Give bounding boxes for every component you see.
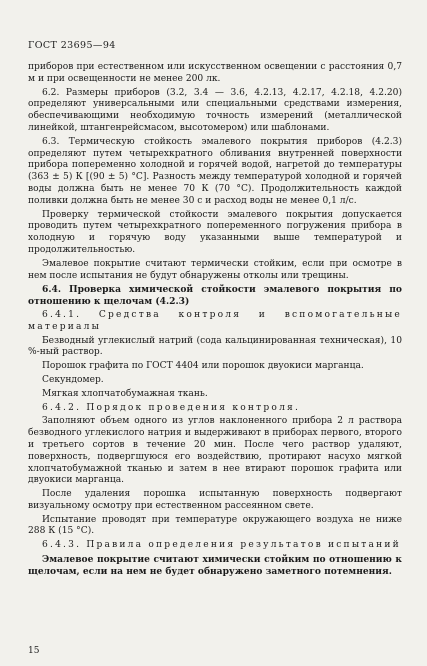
page-number: 15: [28, 646, 40, 656]
paragraph-thermal-criterion: Эмалевое покрытие считают термически стойким, если при осмотре в нем после испытания не будут обнаружены отколы или трещины.: [28, 258, 402, 281]
paragraph-continuation: приборов при естественном или искусственном освещении с расстояния 0,7 м и при освещенности не менее 200 лк.: [28, 62, 402, 84]
paragraph-chemical-criterion: Эмалевое покрытие считают химически стойким по отношению к щелочам, если на нем не будет обнаружено заметного потемнения.: [28, 554, 402, 577]
paragraph-6-2: 6.2. Размеры приборов (3.2, 3.4 — 3.6, 4.2.13, 4.2.17, 4.2.18, 4.2.20) определяют универсальными или специальными средствами измерения, обеспечивающими необходимую точность измерений (металлической линейкой, штангенрейсмасом, высотомером) или шаблонами.: [28, 87, 402, 133]
material-item-cloth: Мягкая хлопчатобумажная ткань.: [42, 388, 208, 399]
paragraph-test-temperature: Испытание проводят при температуре окружающего воздуха не ниже 288 К (15 °С).: [28, 514, 402, 537]
paragraph-6-3: 6.3. Термическую стойкость эмалевого покрытия приборов (4.2.3) определяют путем четырехкратного обливания внутренней поверхности прибора попеременно холодной и горячей водой, нагретой до температуры (363 ± 5) К [(90 ± 5) °С]. Разность между температурой холодной и горячей воды должна быть не менее 70 К (70 °С). Продолжительность каждой поливки должна быть не менее 30 с и расход воды не менее 0,1 л/с.: [28, 136, 402, 206]
document-body: [28, 62, 402, 580]
material-item-graphite: Порошок графита по ГОСТ 4404 или порошок двуокиси марганца.: [42, 361, 364, 372]
subsection-heading-6-4-3: 6.4.3. Правила определения результатов испытаний: [42, 540, 401, 551]
paragraph-inspection: После удаления порошка испытанную поверхность подвергают визуальному осмотру при естественном рассеянном свете.: [28, 489, 402, 511]
paragraph-procedure: Заполняют объем одного из углов наклоненного прибора 2 л раствора безводного углекислого натрия и выдерживают в приборах первого, второго и третьего сортов в течение 20 мин. После чего раствор удаляют, поверхность, подвергшуюся его воздействию, протирают насухо мягкой хлопчатобумажной тканью и затем в нее втирают порошок графита или двуокиси марганца.: [28, 416, 402, 486]
subsection-heading-6-4-1: 6.4.1. Средства контроля и вспомогательные материалы: [28, 309, 402, 332]
material-item-soda: Безводный углекислый натрий (сода кальцинированная техническая), 10 %-ный раствор.: [28, 335, 402, 358]
document-header: ГОСТ 23695—94: [28, 40, 116, 51]
subsection-heading-6-4-2: 6.4.2. Порядок проведения контроля.: [42, 402, 301, 413]
paragraph-thermal-alt: Проверку термической стойкости эмалевого покрытия допускается проводить путем четырехкратного попеременного погружения прибора в холодную и горячую воду указанными выше температурой и продолжительностью.: [28, 209, 402, 255]
section-heading-6-4: 6.4. Проверка химической стойкости эмалевого покрытия по отношению к щелочам (4.2.3): [28, 284, 402, 308]
material-item-stopwatch: Секундомер.: [42, 374, 104, 385]
